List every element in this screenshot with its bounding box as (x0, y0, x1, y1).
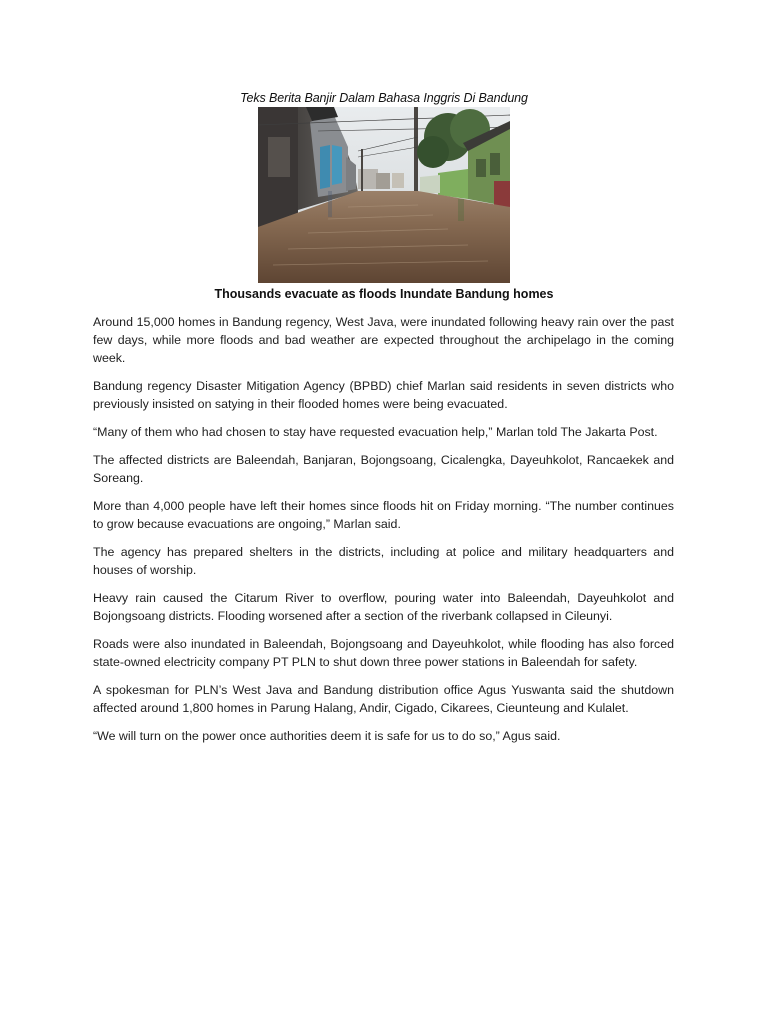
article-paragraph: Around 15,000 homes in Bandung regency, West Java, were inundated following heavy rain over the past few days, while more floods and bad weather are expected throughout the archipelago in the coming week. (93, 315, 674, 365)
flooded-street-photo (258, 107, 510, 283)
article-paragraph: Heavy rain caused the Citarum River to overflow, pouring water into Baleendah, Dayeuhkolot and Bojongsoang districts. Flooding worsened after a section of the riverbank collapsed in Cileunyi. (93, 591, 674, 623)
document-title: Teks Berita Banjir Dalam Bahasa Inggris Di Bandung (240, 91, 528, 105)
article-paragraph: A spokesman for PLN’s West Java and Bandung distribution office Agus Yuswanta said the shutdown affected around 1,800 homes in Parung Halang, Andir, Cigado, Cikarees, Cieunteung and Kulalet. (93, 683, 674, 715)
article-paragraph: The affected districts are Baleendah, Banjaran, Bojongsoang, Cicalengka, Dayeuhkolot, Rancaekek and Soreang. (93, 453, 674, 485)
article-paragraph: “We will turn on the power once authorities deem it is safe for us to do so,” Agus said. (93, 729, 561, 743)
article-paragraph: “Many of them who had chosen to stay have requested evacuation help,” Marlan told The Jakarta Post. (93, 425, 658, 439)
flooded-street-illustration (258, 107, 510, 283)
article-paragraph: The agency has prepared shelters in the districts, including at police and military headquarters and houses of worship. (93, 545, 674, 577)
article-paragraph: More than 4,000 people have left their homes since floods hit on Friday morning. “The number continues to grow because evacuations are ongoing,” Marlan said. (93, 499, 674, 531)
article-headline: Thousands evacuate as floods Inundate Bandung homes (214, 287, 554, 301)
article-body (93, 313, 674, 755)
article-paragraph: Bandung regency Disaster Mitigation Agency (BPBD) chief Marlan said residents in seven districts who previously insisted on satying in their flooded homes were being evacuated. (93, 379, 674, 411)
article-paragraph: Roads were also inundated in Baleendah, Bojongsoang and Dayeuhkolot, while flooding has also forced state-owned electricity company PT PLN to shut down three power stations in Baleendah for safety. (93, 637, 674, 669)
